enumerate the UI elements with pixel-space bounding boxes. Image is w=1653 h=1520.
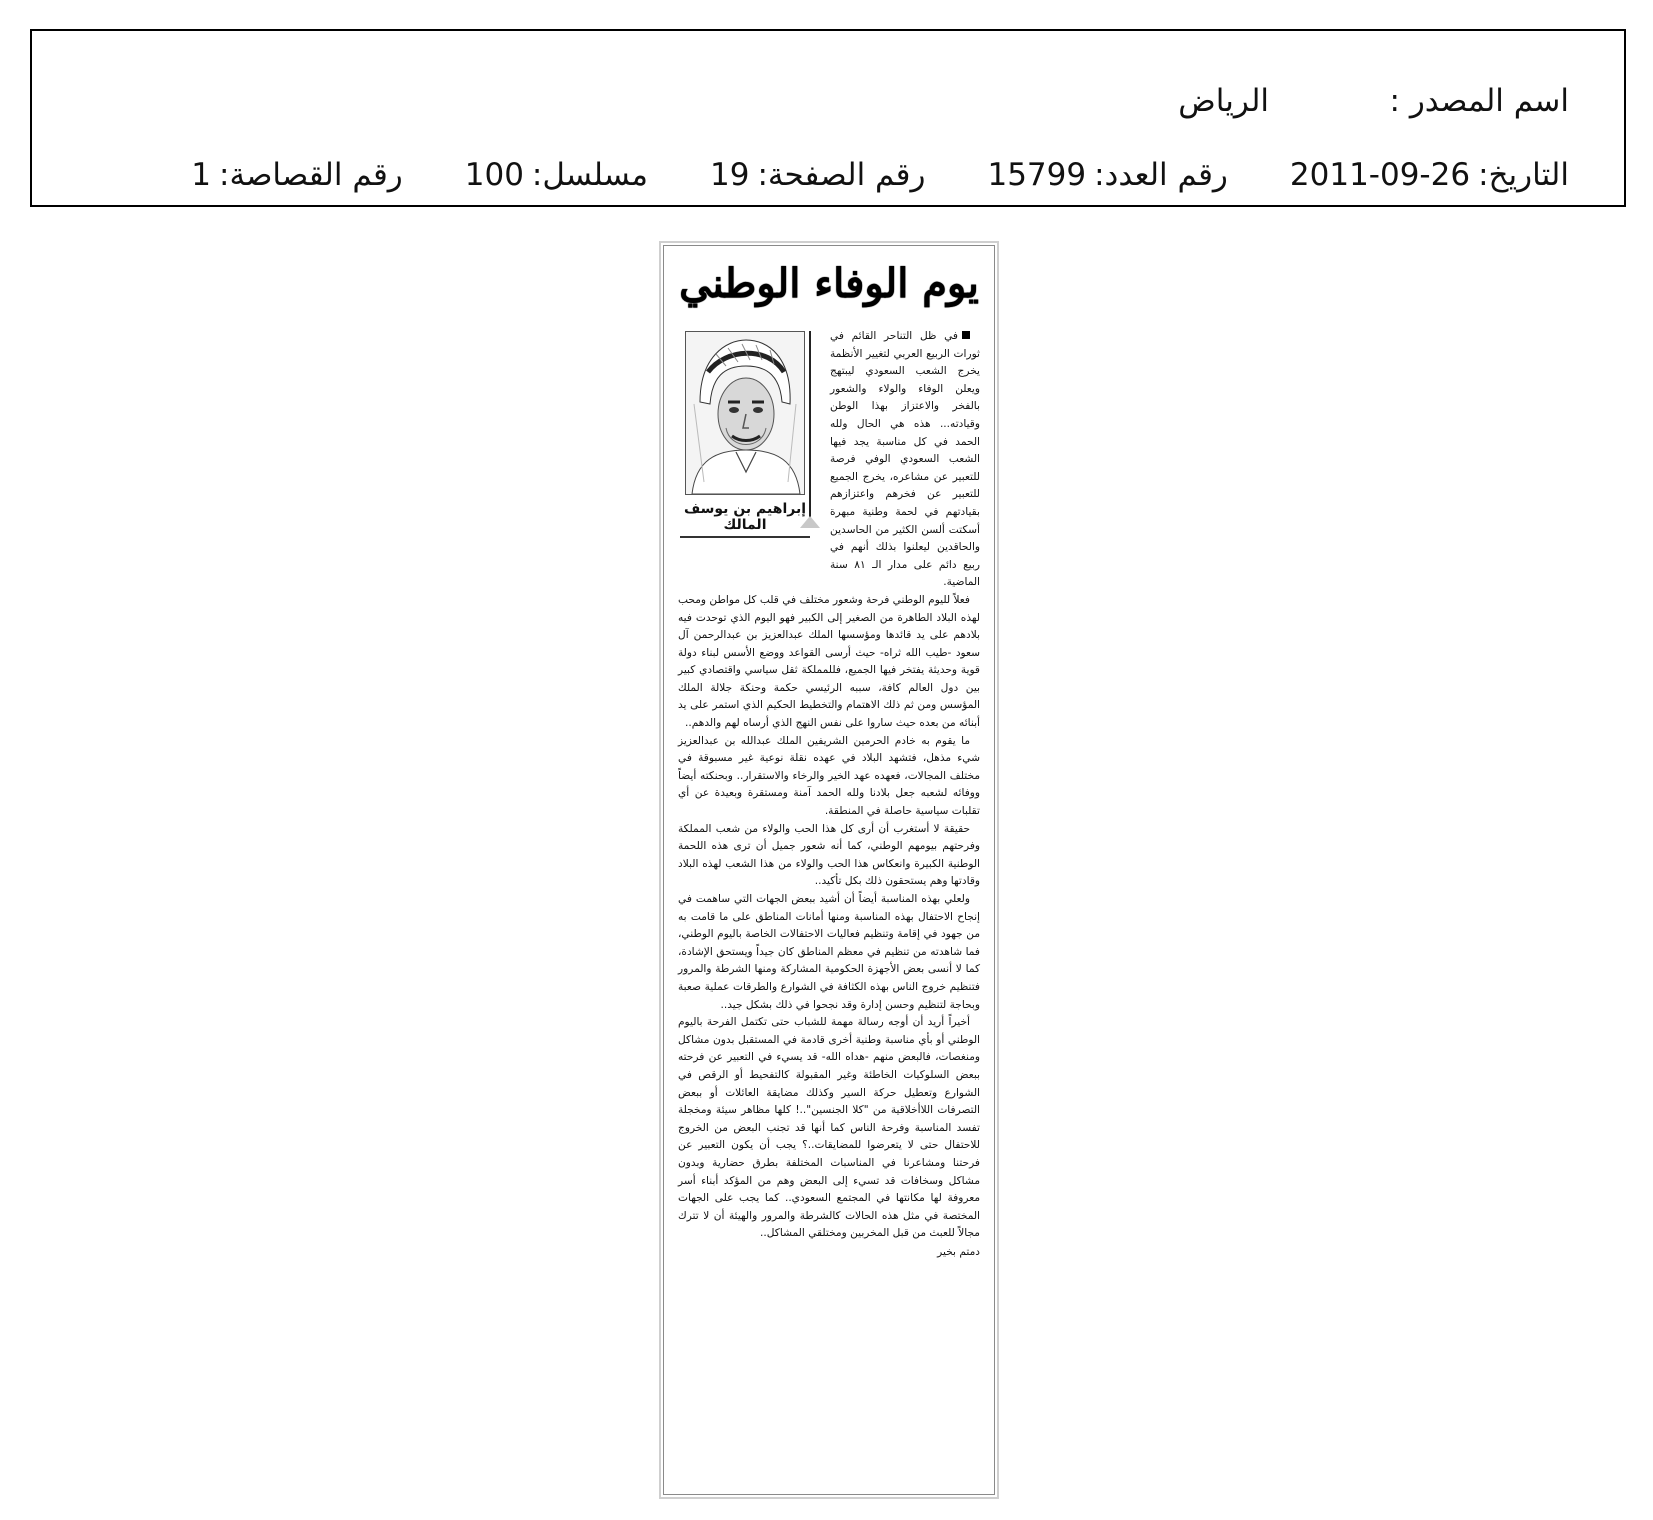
serial-field: [465, 157, 648, 193]
bullet-square-icon: [962, 331, 970, 339]
photo-wrap-space: [678, 328, 830, 573]
article-paragraph-6: أخيراً أريد أن أوجه رسالة مهمة للشباب حتى تكتمل الفرحة باليوم الوطني أو بأي مناسبة وطنية أخرى قادمة في المستقبل بدون مشاكل ومنغصات، فالبعض منهم -هداه الله- قد يسيء في التعبير عن فرحته ببعض السلوكيات الخاطئة وغير المقبولة كالتفحيط أو الرقص في الشوارع وتعطيل حركة السير وكذلك مضايقة العائلات أو ببعض التصرفات اللاأخلاقية من "كلا الجنسين"..! كلها مظاهر سيئة ومخجلة تفسد المناسبة وفرحة الناس كما أنها قد تجنب البعض من الخروج للاحتفال حتى لا يتعرضوا للمضايقات..؟ يجب أن يكون التعبير عن فرحتنا ومشاعرنا في المناسبات المختلفة بطرق حضارية وبدون مشاكل وسخافات قد تسيء إلى البعض وهم من المؤكد أبناء أسر معروفة لها مكانتها في المجتمع السعودي.. كما يجب على الجهات المختصة في مثل هذه الحالات كالشرطة والمرور والهيئة أن لا تترك مجالاً للعبث من قبل المخربين ومختلقي المشاكل..: [678, 1016, 980, 1240]
author-name: إبراهيم بن يوسف المالك: [683, 501, 807, 533]
issue-label: رقم العدد:: [1094, 157, 1228, 193]
serial-value: 100: [464, 157, 524, 193]
date-field: [1290, 157, 1569, 193]
source-value: الرياض: [1178, 83, 1269, 119]
source-metadata-box: [30, 29, 1626, 207]
issue-value: 15799: [987, 157, 1087, 193]
source-row: [1178, 83, 1569, 119]
article-body: [678, 328, 980, 1484]
page-value: 19: [710, 157, 750, 193]
clip-number-value: 1: [191, 157, 212, 193]
date-label: التاريخ:: [1478, 157, 1569, 193]
details-row: [191, 157, 1569, 193]
paragraph-text: في ظل التناحر القائم في ثورات الربيع العربي لتغيير الأنظمة يخرج الشعب السعودي ليبتهج ويعلن الوفاء والولاء والشعور بالفخر والاعتزاز بهذا الوطن وقيادته... هذه هي الحال ولله الحمد في كل مناسبة يجد فيها الشعب السعودي الوفي فرصة للتعبير عن مشاعره، يخرج الجميع للتعبير عن فخرهم واعتزازهم بقيادتهم في لحمة وطنية مبهرة أسكتت ألسن الكثير من الحاسدين والحاقدين ليعلنوا بذلك أنهم في ربيع دائم على مدار الـ ٨١ سنة الماضية.: [830, 330, 980, 589]
page-label: رقم الصفحة:: [757, 157, 926, 193]
article-headline: يوم الوفاء الوطني: [679, 260, 979, 307]
issue-field: [987, 157, 1227, 193]
clip-number-label: رقم القصاصة:: [219, 157, 403, 193]
article-signoff: دمتم بخير: [937, 1245, 980, 1258]
serial-label: مسلسل:: [531, 157, 649, 193]
article-paragraph-5: ولعلي بهذه المناسبة أيضاً أن أشيد ببعض الجهات التي ساهمت في إنجاح الاحتفال بهذه المناسبة ومنها أمانات المناطق على ما قامت به من جهود في إقامة وتنظيم فعاليات الاحتفالات الخاصة باليوم الوطني، فما شاهدته من تنظيم في معظم المناطق كان جيداً ويستحق الإشادة، كما لا أنسى بعض الأجهزة الحكومية المشاركة ومنها الشرطة والمرور فتنظيم خروج الناس بهذه الكثافة في الشوارع والطرقات عملية صعبة وبحاجة لتنظيم وحسن إدارة وقد نجحوا في ذلك بشكل جيد..: [678, 893, 980, 1011]
source-label: اسم المصدر :: [1389, 83, 1569, 119]
article-paragraph-2: فعلاً لليوم الوطني فرحة وشعور مختلف في قلب كل مواطن ومحب لهذه البلاد الطاهرة من الصغير إلى الكبير فهو اليوم الذي توحدت فيه بلادهم على يد قائدها ومؤسسها الملك عبدالعزيز بن عبدالرحمن آل سعود -طيب الله ثراه- حيث أرسى القواعد ووضع الأسس لبناء دولة قوية وحديثة يفتخر فيها الجميع، فللمملكة ثقل سياسي واقتصادي كبير بين دول العالم كافة، سببه الرئيسي حكمة وحنكة جلالة الملك المؤسس ومن ثم ذلك الاهتمام والتخطيط الحكيم الذي استمر على يد أبنائه من بعده حيث ساروا على نفس النهج الذي أرساه لهم والدهم..: [678, 593, 980, 730]
page-field: [710, 157, 925, 193]
clip-number-field: [191, 157, 402, 193]
article-paragraph-4: حقيقة لا أستغرب أن أرى كل هذا الحب والولاء من شعب المملكة وفرحتهم بيومهم الوطني، كما أنه شعور جميل أن ترى هذه اللحمة الوطنية الكبيرة وانعكاس هذا الحب والولاء من هذا الشعب لهذه البلاد وقادتها وهم يستحقون ذلك بكل تأكيد..: [678, 822, 980, 888]
newspaper-clipping: [663, 245, 995, 1495]
date-value: 2011-09-26: [1289, 157, 1471, 193]
article-paragraph-3: ما يقوم به خادم الحرمين الشريفين الملك عبدالله بن عبدالعزيز شيء مذهل، فتشهد البلاد في عهده نقلة نوعية غير مسبوقة في مختلف المجالات، فعهده عهد الخير والرخاء والاستقرار.. وبحنكته أيضاً ووفائه لشعبه جعل بلادنا ولله الحمد آمنة ومستقرة وبعيدة عن أي تقلبات سياسية حاصلة في المنطقة.: [678, 734, 980, 818]
